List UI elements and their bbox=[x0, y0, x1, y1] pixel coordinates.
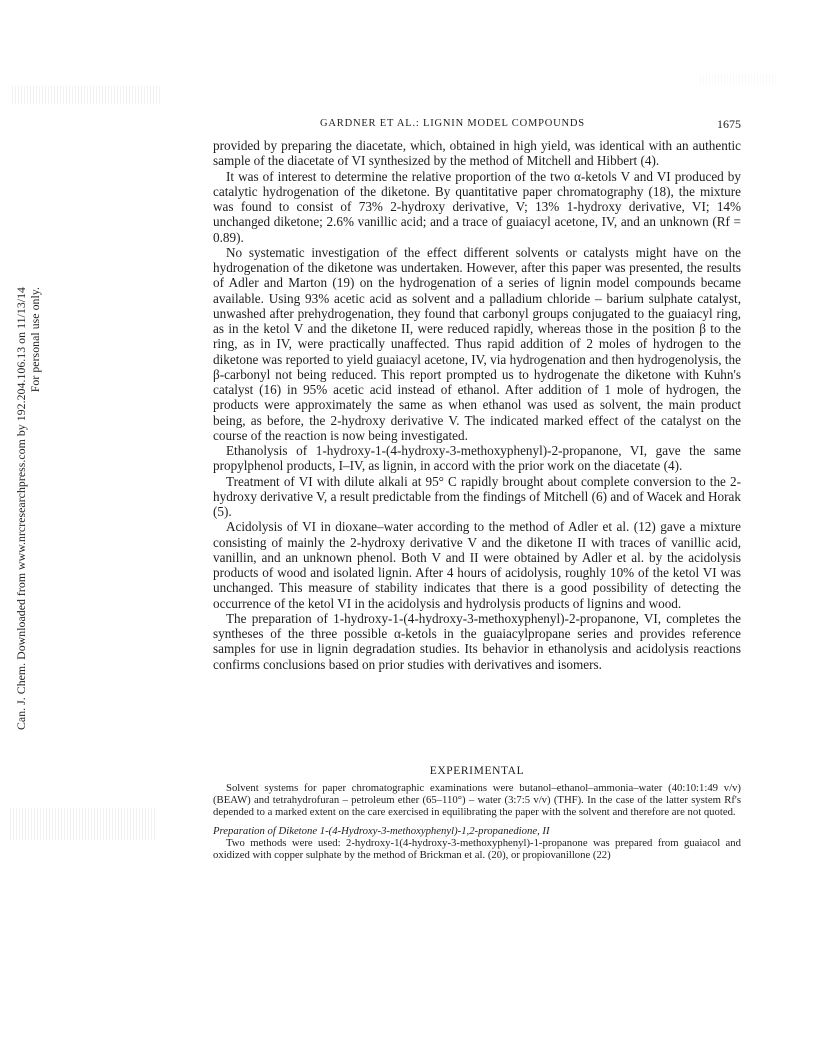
paragraph: Solvent systems for paper chromatographic examinations were butanol–ethanol–ammonia–water (40:10:1:49 v/v) (BEAW) and tetrahydrofuran – petroleum ether (65–110°) – water (3:7:5 v/v) (THF). In the case of the latter system Rf's depended to a marked extent on the care exercised in equilibrating the paper with the solvent and therefore are not quoted. bbox=[213, 782, 741, 819]
subsection-heading: Preparation of Diketone 1-(4-Hydroxy-3-methoxyphenyl)-1,2-propanedione, II bbox=[213, 825, 550, 838]
watermark-line-source: Can. J. Chem. Downloaded from www.nrcresearchpress.com by 192.204.106.13 on 11/13/14 bbox=[14, 287, 28, 731]
experimental-heading: EXPERIMENTAL bbox=[429, 765, 525, 777]
experimental-section bbox=[213, 782, 741, 861]
paragraph: Acidolysis of VI in dioxane–water according to the method of Adler et al. (12) gave a mixture consisting of mainly the 2-hydroxy derivative V and the diketone II with traces of vanillic acid, vanillin, and an unknown phenol. Both V and II were obtained by Adler et al. by the acidolysis products of wood and isolated lignin. After 4 hours of acidolysis, roughly 10% of the ketol VI was unchanged. This measure of stability indicates that there is a good possibility of detecting the occurrence of the ketol VI in the acidolysis and hydrolysis products of lignins and wood. bbox=[213, 519, 741, 611]
running-title: GARDNER ET AL.: LIGNIN MODEL COMPOUNDS bbox=[320, 118, 585, 129]
paragraph: provided by preparing the diacetate, which, obtained in high yield, was identical with an authentic sample of the diacetate of VI synthesized by the method of Mitchell and Hibbert (4). bbox=[213, 138, 741, 169]
paragraph: It was of interest to determine the relative proportion of the two α-ketols V and VI produced by catalytic hydrogenation of the diketone. By quantitative paper chromatography (18), the mixture was found to consist of 73% 2-hydroxy derivative, V; 13% 1-hydroxy derivative, VI; 14% unchanged diketone; 2.6% vanillic acid; and a trace of guaiacyl acetone, IV, and an unknown (Rf = 0.89). bbox=[213, 168, 741, 245]
page-number: 1675 bbox=[717, 117, 741, 131]
paragraph: Two methods were used: 2-hydroxy-1(4-hydroxy-3-methoxyphenyl)-1-propanone was prepared from guaiacol and oxidized with copper sulphate by the method of Brickman et al. (20), or propiovanillone (22) bbox=[213, 837, 741, 862]
scan-artifact bbox=[10, 808, 155, 840]
main-body bbox=[213, 138, 741, 672]
running-header bbox=[213, 118, 741, 134]
scan-artifact bbox=[12, 86, 162, 104]
paragraph: Ethanolysis of 1-hydroxy-1-(4-hydroxy-3-methoxyphenyl)-2-propanone, VI, gave the same propylphenol products, I–IV, as lignin, in accord with the prior work on the diacetate (4). bbox=[213, 443, 741, 474]
scan-artifact bbox=[700, 74, 778, 84]
paragraph: The preparation of 1-hydroxy-1-(4-hydroxy-3-methoxyphenyl)-2-propanone, VI, completes the syntheses of the three possible α-ketols in the guaiacylpropane series and provides reference samples for use in lignin degradation studies. Its behavior in ethanolysis and acidolysis reactions confirms conclusions based on prior studies with derivatives and isomers. bbox=[213, 610, 741, 672]
paragraph: No systematic investigation of the effect different solvents or catalysts might have on the hydrogenation of the diketone was undertaken. However, after this paper was presented, the results of Adler and Marton (19) on the hydrogenation of a series of lignin model compounds became available. Using 93% acetic acid as solvent and a palladium chloride – barium sulphate catalyst, unwashed after prehydrogenation, they found that carbonyl groups conjugated to the guaiacyl ring, as in the ketol V and the diketone II, were reduced rapidly, whereas those in the position β to the ring, as in IV, were practically unaffected. Thus rapid addition of 2 moles of hydrogen to the diketone was reported to yield guaiacyl acetone, IV, via hydrogenation and then hydrogenolysis, the β-carbonyl not being reduced. This report prompted us to hydrogenate the diketone with Kuhn's catalyst (16) in 95% acetic acid instead of ethanol. After addition of 1 mole of hydrogen, the products were approximately the same as when ethanol was used as solvent, the main product being, as before, the 2-hydroxy derivative V. The indicated marked effect of the catalyst on the course of the reaction is now being investigated. bbox=[213, 244, 741, 443]
download-watermark bbox=[14, 287, 56, 731]
paragraph: Treatment of VI with dilute alkali at 95° C rapidly brought about complete conversion to the 2-hydroxy derivative V, a result predictable from the findings of Mitchell (6) and of Wacek and Horak (5). bbox=[213, 473, 741, 519]
watermark-line-use: For personal use only. bbox=[28, 287, 42, 393]
